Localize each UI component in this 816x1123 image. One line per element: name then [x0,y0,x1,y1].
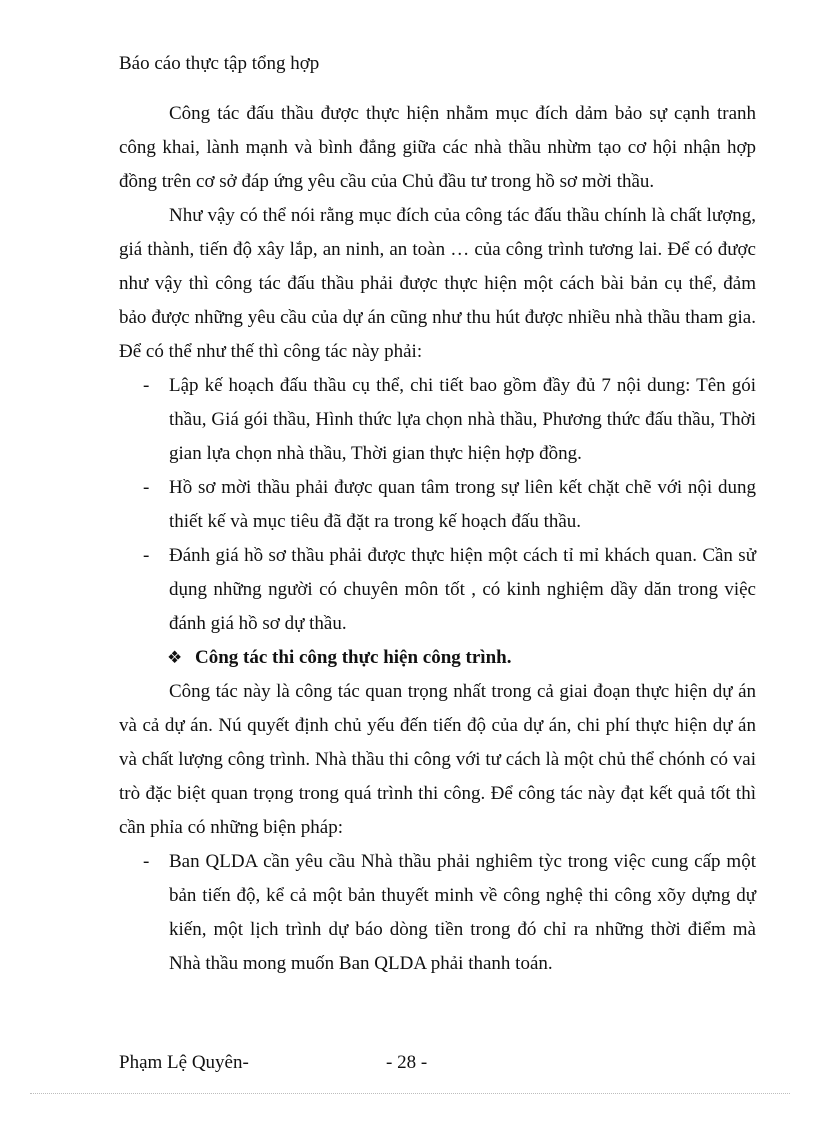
paragraph-1: Công tác đấu thầu được thực hiện nhằm mục đích dảm bảo sự cạnh tranh công khai, lành mạnh và bình đẳng giữa các nhà thầu nhừm tạo cơ hội nhận hợp đồng trên cơ sở đáp ứng yêu cầu của Chủ đầu tư trong hồ sơ mời thầu. [119,103,756,192]
list-item-text: Đánh giá hồ sơ thầu phải được thực hiện một cách tỉ mỉ khách quan. Cần sử dụng những người có chuyên môn tốt , có kinh nghiệm dầy dăn trong việc đánh giá hồ sơ dự thầu. [169,545,756,634]
paragraph-3: Công tác này là công tác quan trọng nhất trong cả giai đoạn thực hiện dự án và cả dự án. Nú quyết định chủ yếu đến tiến độ của dự án, chi phí thực hiện dự án và chất lượng công trình. Nhà thầu thi công với tư cách là một chủ thể chónh có vai trò đặc biệt quan trọng trong quá trình thi công. Để công tác này đạt kết quả tốt thì cần phỉa có những biện pháp: [119,681,756,838]
dash-bullet: - [143,477,150,498]
list-item-text: Ban QLDA cần yêu cầu Nhà thầu phải nghiêm tỳc trong việc cung cấp một bản tiến độ, kể cả một bản thuyết minh về công nghệ thi công xõy dựng dự kiến, một lịch trình dự báo dòng tiền trong đó chỉ ra những thời điểm mà Nhà thầu mong muốn Ban QLDA phải thanh toán. [169,851,756,974]
list-item [119,539,756,641]
list-item-text: Lập kế hoạch đấu thầu cụ thể, chi tiết bao gồm đầy đủ 7 nội dung: Tên gói thầu, Giá gói thầu, Hình thức lựa chọn nhà thầu, Phương thức đấu thầu, Thời gian lựa chọn nhà thầu, Thời gian thực hiện hợp đồng. [169,375,756,464]
page-bottom-rule [30,1093,790,1094]
footer-author: Phạm Lệ Quyên- [119,1052,249,1073]
list-item-text: Hồ sơ mời thầu phải được quan tâm trong sự liên kết chặt chẽ với nội dung thiết kế và mục tiêu đã đặt ra trong kế hoạch đấu thầu. [169,477,756,532]
paragraph-2: Như vậy có thể nói rằng mục đích của công tác đấu thầu chính là chất lượng, giá thành, tiến độ xây lắp, an ninh, an toàn … của công trình tương lai. Để có được như vậy thì công tác đấu thầu phải được thực hiện một cách bài bản cụ thể, đảm bảo được những yêu cầu của dự án cũng như thu hút được nhiều nhà thầu tham gia. Để có thể như thế thì công tác này phải: [119,205,756,362]
page-number: - 28 - [386,1052,428,1073]
section-heading [119,641,756,675]
list-item [119,471,756,539]
body-text [119,97,756,981]
running-header: Báo cáo thực tập tổng hợp [119,53,320,74]
bullet-list-2 [119,845,756,981]
dash-bullet: - [143,545,150,566]
dash-bullet: - [143,851,150,872]
list-item [119,845,756,981]
bullet-list-1 [119,369,756,641]
diamond-bullet-icon: ❖ [167,648,183,667]
dash-bullet: - [143,375,150,396]
list-item [119,369,756,471]
section-heading-text: Công tác thi công thực hiện công trình. [195,647,512,668]
